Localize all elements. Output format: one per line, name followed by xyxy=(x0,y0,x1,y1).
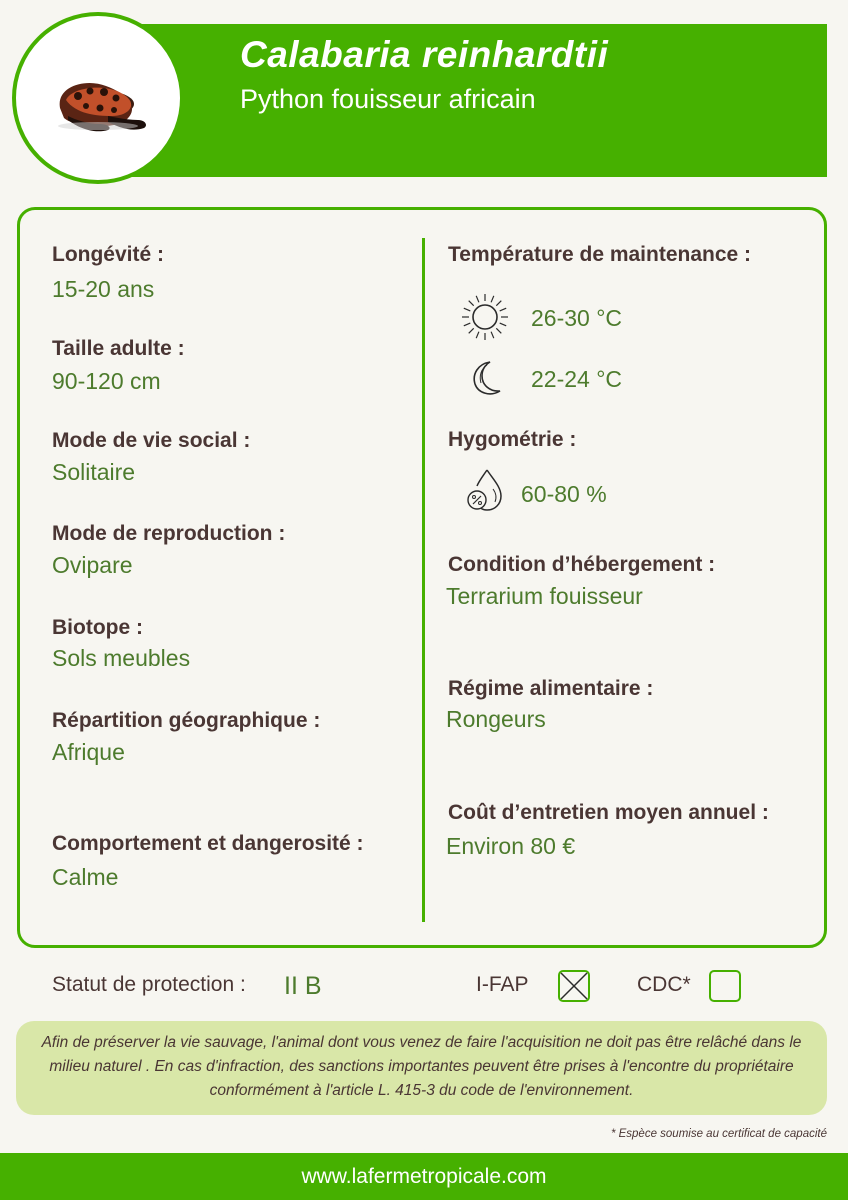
social-mode-label: Mode de vie social : xyxy=(52,429,251,452)
longevity-value: 15-20 ans xyxy=(52,276,155,302)
social-mode-value: Solitaire xyxy=(52,459,136,485)
temperature-label: Température de maintenance : xyxy=(448,243,752,266)
cdc-checkbox[interactable] xyxy=(709,970,741,1002)
protection-value: II B xyxy=(284,972,322,1000)
cost-value: Environ 80 € xyxy=(446,833,576,859)
protection-label: Statut de protection : xyxy=(52,973,246,996)
reproduction-value: Ovipare xyxy=(52,552,133,578)
common-name: Python fouisseur africain xyxy=(240,84,536,114)
capacity-certificate-footnote: * Espèce soumise au certificat de capacité xyxy=(610,1128,827,1140)
longevity-label: Longévité : xyxy=(52,243,165,266)
night-temperature-value: 22-24 °C xyxy=(531,366,623,392)
housing-label: Condition d’hébergement : xyxy=(448,553,716,576)
reproduction-label: Mode de reproduction : xyxy=(52,522,286,545)
humidity-drop-icon xyxy=(465,467,507,513)
housing-value: Terrarium fouisseur xyxy=(446,583,643,609)
adult-size-value: 90-120 cm xyxy=(52,368,161,394)
biotope-label: Biotope : xyxy=(52,616,143,639)
diet-value: Rongeurs xyxy=(446,706,546,732)
hygrometry-value: 60-80 % xyxy=(521,481,607,507)
behavior-value: Calme xyxy=(52,864,119,890)
release-warning-notice: Afin de préserver la vie sauvage, l'animal dont vous venez de faire l'acquisition ne doit pas être relâché dans le milieu naturel . En cas d'infraction, des sanctions importantes peuvent être prises à l'encontre du propriétaire conformément à l'article L. 415-3 du code de l'environnement. xyxy=(16,1021,827,1115)
biotope-value: Sols meubles xyxy=(52,645,191,671)
snake-photo-icon xyxy=(16,16,180,180)
cost-label: Coût d’entretien moyen annuel : xyxy=(448,801,769,824)
hygrometry-label: Hygométrie : xyxy=(448,428,577,451)
sun-icon xyxy=(460,292,510,342)
footer-website-url[interactable]: www.lafermetropicale.com xyxy=(0,1153,848,1200)
column-divider xyxy=(422,238,425,922)
checkbox-cross-icon xyxy=(560,972,588,1000)
cdc-label: CDC* xyxy=(637,973,691,996)
distribution-label: Répartition géographique : xyxy=(52,709,321,732)
species-name: Calabaria reinhardtii xyxy=(240,34,609,75)
diet-label: Régime alimentaire : xyxy=(448,677,654,700)
adult-size-label: Taille adulte : xyxy=(52,337,185,360)
ifap-label: I-FAP xyxy=(476,973,529,996)
behavior-label: Comportement et dangerosité : xyxy=(52,832,364,855)
ifap-checkbox[interactable] xyxy=(558,970,590,1002)
species-photo xyxy=(12,12,184,184)
day-temperature-value: 26-30 °C xyxy=(531,305,623,331)
distribution-value: Afrique xyxy=(52,739,125,765)
moon-icon xyxy=(466,358,506,398)
